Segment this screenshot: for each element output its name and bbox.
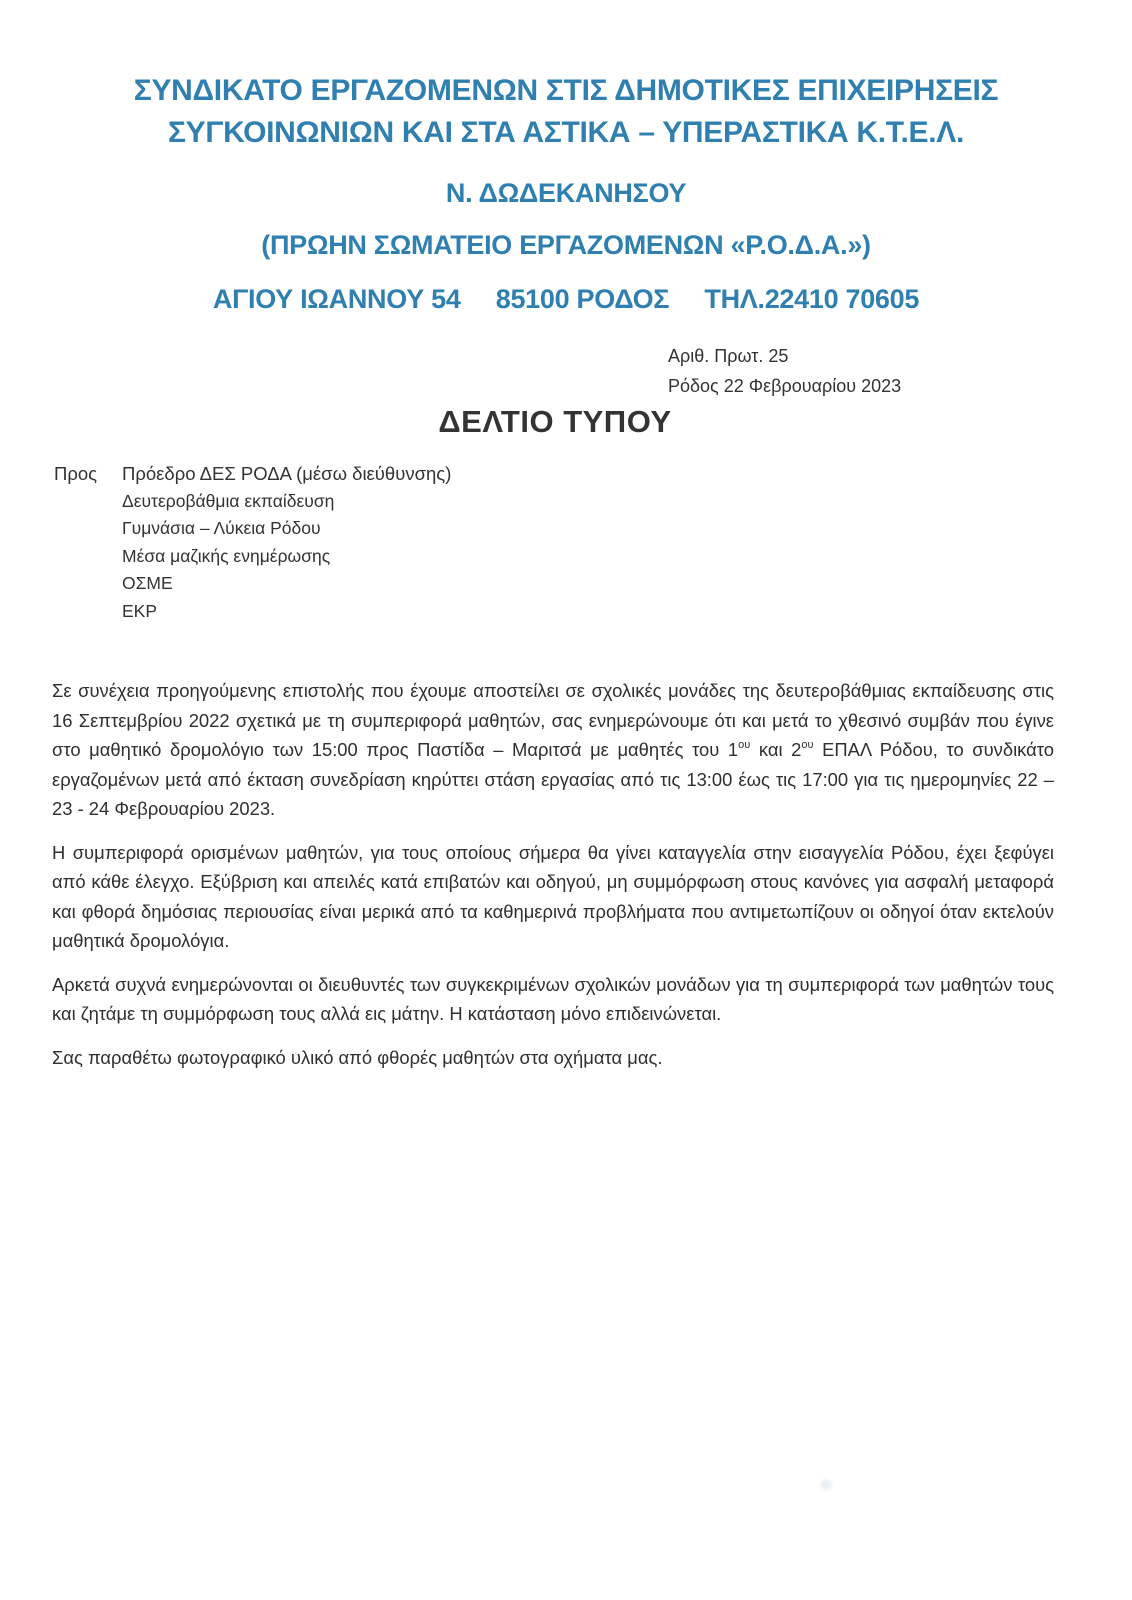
recipient: ΟΣΜΕ — [122, 573, 173, 593]
protocol-number: Αριθ. Πρωτ. 25 — [668, 346, 789, 366]
recipient: ΕΚΡ — [122, 600, 158, 621]
city: 85100 ΡΟΔΟΣ — [495, 284, 670, 314]
document-date: Ρόδος 22 Φεβρουαρίου 2023 — [668, 376, 902, 396]
recipient: Γυμνάσια – Λύκεια Ρόδου — [122, 518, 321, 538]
union-name-line-2: ΣΥΓΚΟΙΝΩΝΙΩΝ ΚΑΙ ΣΤΑ ΑΣΤΙΚΑ – ΥΠΕΡΑΣΤΙΚΑ Κ.Τ.Ε.Λ. — [167, 116, 965, 149]
scan-artifact — [818, 1476, 834, 1494]
recipient: Πρόεδρο ΔΕΣ ΡΟΔΑ (μέσω διεύθυνσης) — [122, 463, 452, 484]
paragraph-2: Η συμπεριφορά ορισμένων μαθητών, για τους οποίους σήμερα θα γίνει καταγγελία στην εισαγγελία Ρόδου, έχει ξεφύγει από κάθε έλεγχο. Εξύβριση και απειλές κατά επιβατών και οδηγού, μη συμμόρφωση στους κανόνες για ασφαλή μεταφορά και φθορά δημόσιας περιουσίας είναι μερικά από τα καθημερινά προβλήματα που αντιμετωπίζουν οι οδηγοί όταν εκτελούν μαθητικά δρομολόγια. — [52, 841, 1054, 951]
recipients-list — [122, 463, 451, 628]
paragraph-3: Αρκετά συχνά ενημερώνονται οι διευθυντές των συγκεκριμένων σχολικών μονάδων για τη συμπεριφορά των μαθητών τους και ζητάμε τη συμμόρφωση τους αλλά εις μάτην. Η κατάσταση μόνο επιδεινώνεται. — [52, 973, 1054, 1024]
document-title: ΔΕΛΤΙΟ ΤΥΠΟΥ — [438, 404, 672, 439]
paragraph-1-part-c: ΕΠΑΛ Ρόδου, το συνδικάτο εργαζομένων μετά από έκταση συνεδρίαση κηρύττει στάση εργασίας από τις 13:00 έως τις 17:00 για τις ημερομηνίες 22 – 23 - 24 Φεβρουαρίου 2023. — [52, 739, 1055, 819]
contact-line — [0, 284, 1132, 315]
body-text — [52, 676, 1054, 1086]
prefecture: Ν. ΔΩΔΕΚΑΝΗΣΟΥ — [445, 178, 687, 208]
ordinal-suffix: ου — [738, 739, 751, 751]
recipient: Δευτεροβάθμια εκπαίδευση — [122, 490, 335, 511]
recipients-label: Προς — [54, 463, 98, 484]
address: ΑΓΙΟΥ ΙΩΑΝΝΟΥ 54 — [212, 284, 461, 314]
paragraph-1 — [52, 676, 1054, 824]
paragraph-1-part-a: Σε συνέχεια προηγούμενης επιστολής που έχουμε αποστείλει σε σχολικές μονάδες της δευτεροβάθμιας εκπαίδευσης στις 16 Σεπτεμβρίου 2022 σχετικά με τη συμπεριφορά μαθητών, σας ενημερώνουμε ότι και μετά το χθεσινό συμβάν που έγινε στο μαθητικό δρομολόγιο των 15:00 προς Παστίδα – Μαριτσά με μαθητές του 1 — [52, 680, 1054, 760]
former-name: (ΠΡΩΗΝ ΣΩΜΑΤΕΙΟ ΕΡΓΑΖΟΜΕΝΩΝ «Ρ.Ο.Δ.Α.») — [261, 230, 871, 260]
phone: ΤΗΛ.22410 70605 — [704, 284, 920, 314]
ordinal-suffix: ου — [801, 739, 814, 751]
recipient: Μέσα μαζικής ενημέρωσης — [122, 545, 331, 566]
paragraph-1-part-b: και 2 — [750, 739, 802, 760]
union-name-line-1: ΣΥΝΔΙΚΑΤΟ ΕΡΓΑΖΟΜΕΝΩΝ ΣΤΙΣ ΔΗΜΟΤΙΚΕΣ ΕΠΙΧΕΙΡΗΣΕΙΣ — [133, 74, 999, 107]
paragraph-4: Σας παραθέτω φωτογραφικό υλικό από φθορές μαθητών στα οχήματα μας. — [52, 1046, 663, 1068]
